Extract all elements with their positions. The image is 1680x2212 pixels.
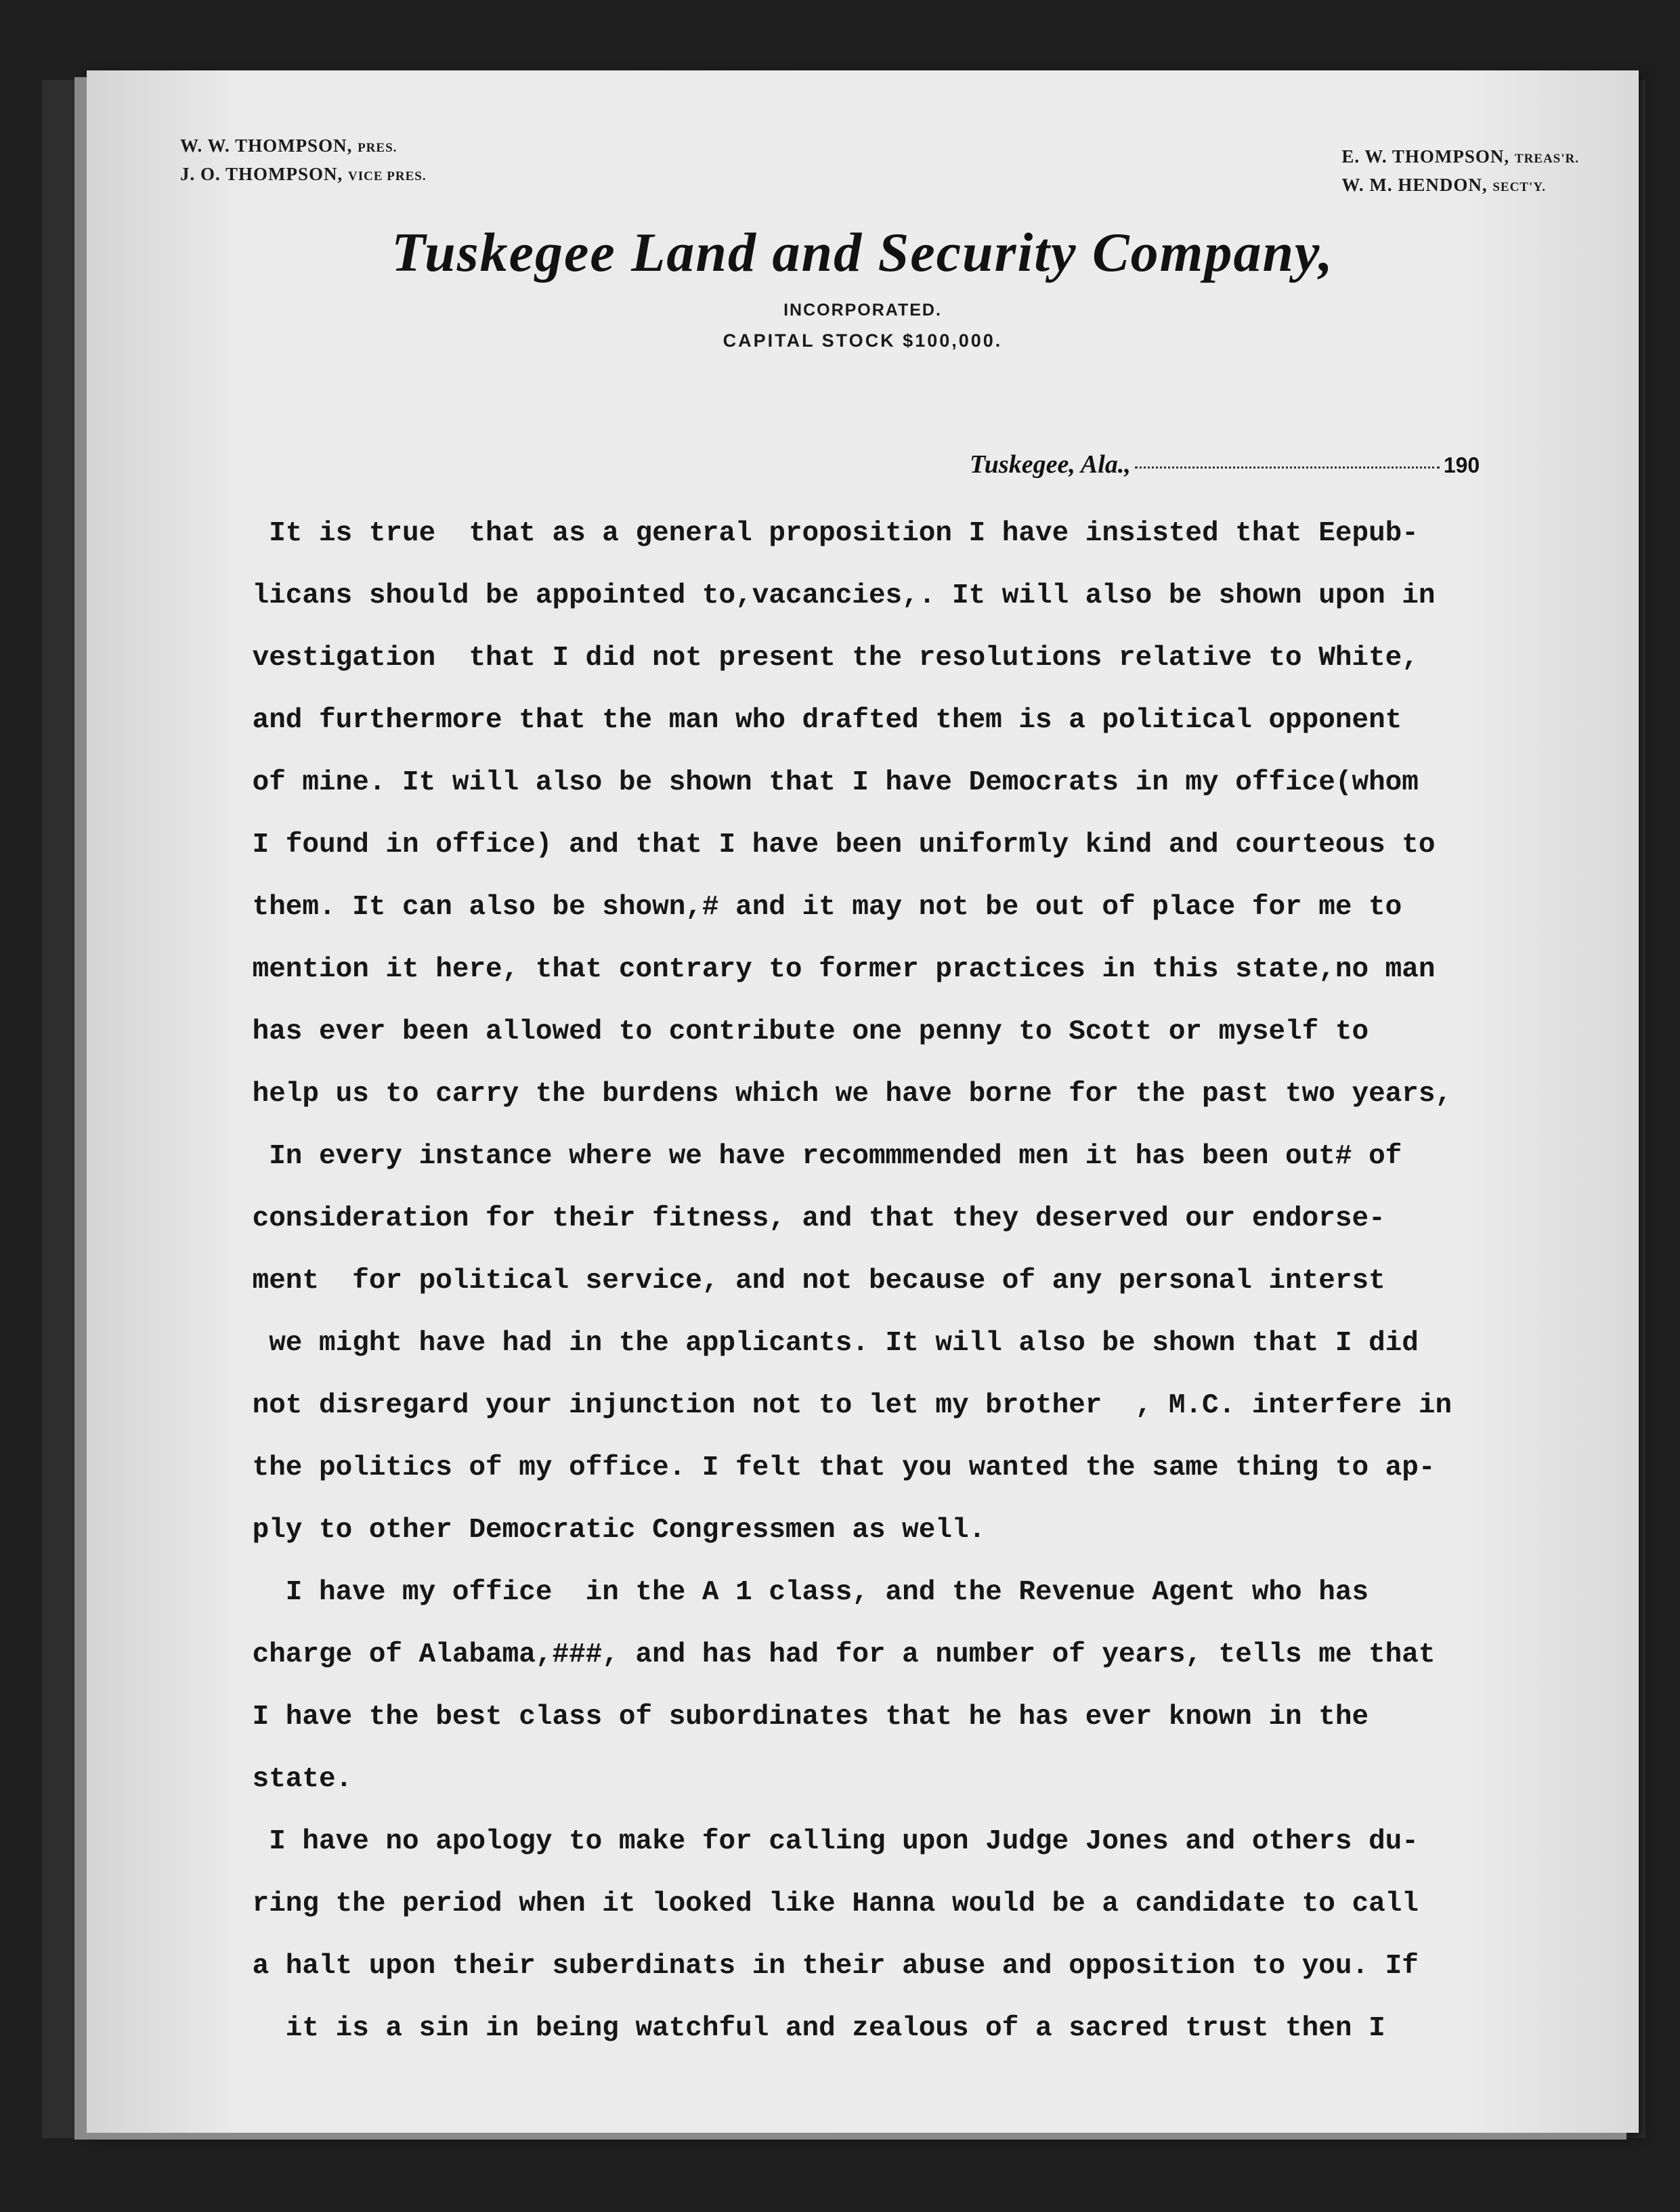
officer-name: J. O. THOMPSON, (180, 164, 343, 184)
body-line: consideration for their fitness, and that they deserved our endorse- (236, 1203, 1385, 1234)
body-line: the politics of my office. I felt that you wanted the same thing to ap- (236, 1452, 1436, 1483)
body-line: charge of Alabama,###, and has had for a number of years, tells me that (236, 1639, 1436, 1670)
letter-page (87, 70, 1639, 2133)
body-line: not disregard your injunction not to let my brother , M.C. interfere in (236, 1390, 1452, 1421)
body-line: In every instance where we have recommmended men it has been out# of (236, 1141, 1402, 1172)
body-line: ply to other Democratic Congressmen as well. (236, 1515, 986, 1546)
body-line: them. It can also be shown,# and it may not be out of place for me to (236, 892, 1402, 923)
officer-vice-president (180, 161, 427, 190)
officers-right (1341, 144, 1579, 200)
dateline (970, 450, 1480, 479)
officer-title: TREAS'R. (1514, 152, 1579, 166)
body-line: mention it here, that contrary to former practices in this state,no man (236, 954, 1436, 985)
officer-name: W. M. HENDON, (1341, 175, 1488, 195)
body-line: and furthermore that the man who drafted them is a political opponent (236, 705, 1402, 736)
body-line: of mine. It will also be shown that I have Democrats in my office(whom (236, 767, 1419, 798)
capital-stock-label: CAPITAL STOCK $100,000. (723, 330, 1003, 351)
body-line: it is a sin in being watchful and zealous of a sacred trust then I (236, 2013, 1385, 2044)
body-line: I found in office) and that I have been uniformly kind and courteous to (236, 829, 1436, 861)
date-blank-line (1135, 467, 1440, 469)
body-line: It is true that as a general proposition I have insisted that Eepub- (236, 518, 1419, 549)
officer-president (180, 133, 427, 161)
body-line: vestigation that I did not present the resolutions relative to White, (236, 643, 1419, 674)
officer-title: PRES. (358, 141, 397, 155)
officer-title: SECT'Y. (1492, 180, 1546, 194)
dateline-place: Tuskegee, Ala., (970, 450, 1131, 479)
body-line: I have no apology to make for calling upon Judge Jones and others du- (236, 1826, 1419, 1857)
officers-left (180, 133, 427, 190)
letter-body (236, 502, 1631, 2060)
officer-name: W. W. THOMPSON, (180, 135, 353, 156)
officer-title: VICE PRES. (348, 169, 427, 183)
officer-name: E. W. THOMPSON, (1341, 146, 1510, 167)
company-name: Tuskegee Land and Security Company, (391, 221, 1334, 283)
officer-treasurer (1341, 144, 1579, 172)
officer-secretary (1341, 172, 1579, 200)
body-line: I have the best class of subordinates that he has ever known in the (236, 1701, 1369, 1733)
body-line: state. (236, 1764, 353, 1795)
body-line: help us to carry the burdens which we have borne for the past two years, (236, 1079, 1452, 1110)
dateline-year: 190 (1443, 453, 1480, 477)
body-line: a halt upon their suberdinats in their abuse and opposition to you. If (236, 1951, 1419, 1982)
body-line: ring the period when it looked like Hanna would be a candidate to call (236, 1888, 1419, 1920)
body-line: ment for political service, and not because of any personal interst (236, 1265, 1385, 1297)
incorporated-label: INCORPORATED. (783, 301, 942, 320)
body-line: licans should be appointed to,vacancies,. It will also be shown upon in (236, 580, 1436, 611)
body-line: I have my office in the A 1 class, and the Revenue Agent who has (236, 1577, 1369, 1608)
body-line: has ever been allowed to contribute one penny to Scott or myself to (236, 1016, 1369, 1047)
body-line: we might have had in the applicants. It will also be shown that I did (236, 1328, 1419, 1359)
